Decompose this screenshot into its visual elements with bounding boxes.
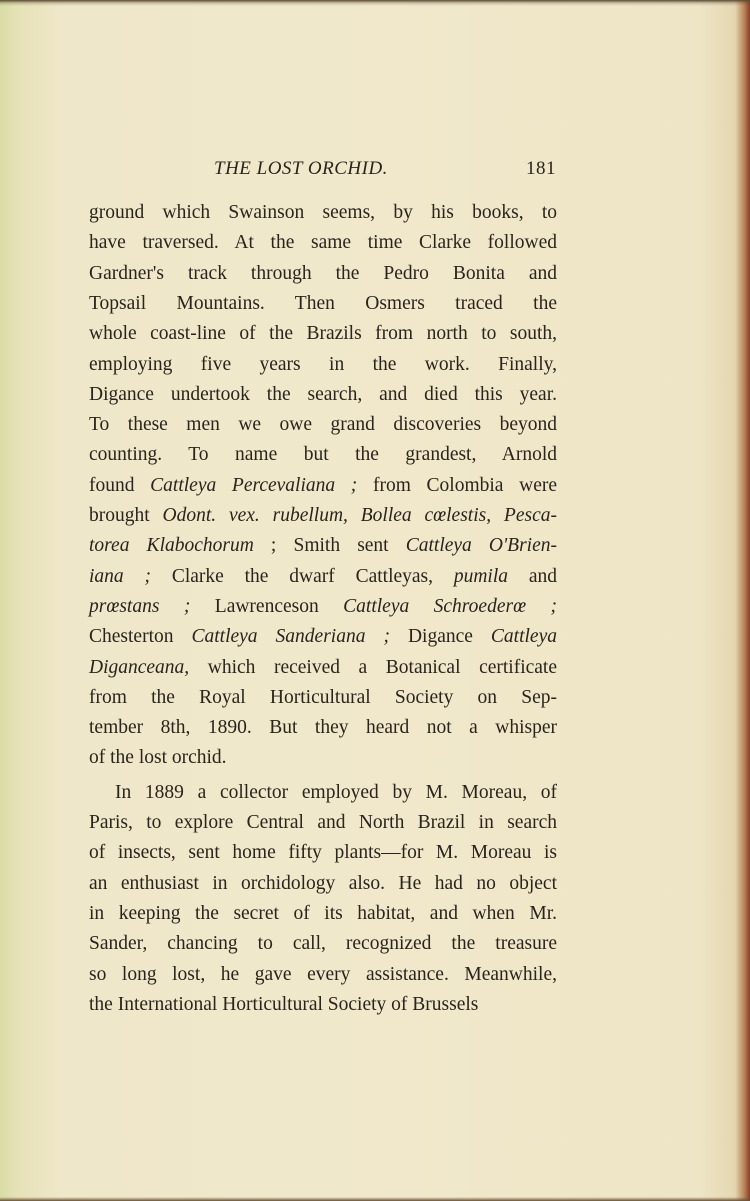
running-head [214, 158, 556, 184]
page-bottom-edge [0, 1197, 750, 1201]
text-line [89, 531, 557, 561]
text-run: from Colombia were [357, 474, 557, 496]
text-line [89, 471, 557, 501]
text-line [89, 653, 557, 683]
italic-species-name: prœstans ; [89, 595, 191, 617]
text-line [89, 622, 557, 652]
text-line: of the lost orchid. [89, 747, 227, 769]
italic-species-name: Odont. vex. rubellum, Bollea cœlestis, Pesca- [162, 505, 557, 526]
text-line [89, 501, 557, 531]
text-line: counting. To name but the grandest, Arnold [89, 444, 557, 466]
text-run: found [89, 474, 151, 496]
text-line: tember 8th, 1890. But they heard not a whisper [89, 717, 557, 739]
text-line: Gardner's track through the Pedro Bonita and [89, 262, 557, 284]
text-line: To these men we owe grand discoveries beyond [89, 414, 557, 436]
italic-species-name: torea Klabochorum [89, 535, 254, 557]
text-line: an enthusiast in orchidology also. He had no object [89, 872, 557, 894]
italic-species-name: Cattleya [490, 626, 557, 648]
italic-species-name: Cattleya O'Brien- [405, 535, 557, 557]
italic-species-name: Cattleya Percevaliana ; [150, 474, 358, 496]
text-run: Chesterton [89, 626, 192, 648]
text-line: Digance undertook the search, and died this year. [89, 383, 557, 405]
text-run: and [508, 565, 557, 587]
text-line: Topsail Mountains. Then Osmers traced the [89, 292, 557, 314]
text-run: which received a Botanical certificate [189, 656, 557, 678]
text-line: Paris, to explore Central and North Brazil in search [89, 812, 557, 833]
italic-species-name: pumila [453, 565, 509, 587]
italic-species-name: Cattleya Schroederœ ; [343, 595, 557, 617]
text-line [89, 592, 557, 622]
text-line: ground which Swainson seems, by his books, to [89, 202, 557, 223]
text-line [89, 562, 557, 592]
text-line: from the Royal Horticultural Society on Sep- [89, 686, 557, 708]
text-run: Lawrenceson [190, 595, 344, 617]
text-run: Clarke the dwarf Cattleyas, [151, 565, 454, 587]
text-run: ; Smith sent [253, 535, 406, 557]
text-line: the International Horticultural Society of Brussels [89, 993, 479, 1015]
text-line: of insects, sent home fifty plants—for M. Moreau is [89, 842, 557, 864]
text-run: brought [89, 505, 163, 526]
page-number: 181 [526, 158, 556, 179]
italic-species-name: Cattleya Sanderiana ; [191, 626, 390, 648]
text-line: Sander, chancing to call, recognized the treasure [89, 933, 557, 955]
text-line: have traversed. At the same time Clarke followed [89, 232, 557, 254]
italic-species-name: Diganceana, [89, 656, 190, 678]
running-title: THE LOST ORCHID. [214, 158, 388, 179]
italic-species-name: iana ; [89, 565, 151, 587]
text-line: in keeping the secret of its habitat, and when Mr. [89, 902, 557, 924]
text-line: so long lost, he gave every assistance. Meanwhile, [89, 963, 557, 985]
page-top-shadow [0, 0, 750, 6]
text-line: In 1889 a collector employed by M. Moreau, of [115, 781, 557, 803]
text-line: whole coast-line of the Brazils from north to south, [89, 323, 557, 345]
text-line: employing five years in the work. Finally, [89, 353, 557, 375]
text-run: Digance [389, 626, 491, 648]
